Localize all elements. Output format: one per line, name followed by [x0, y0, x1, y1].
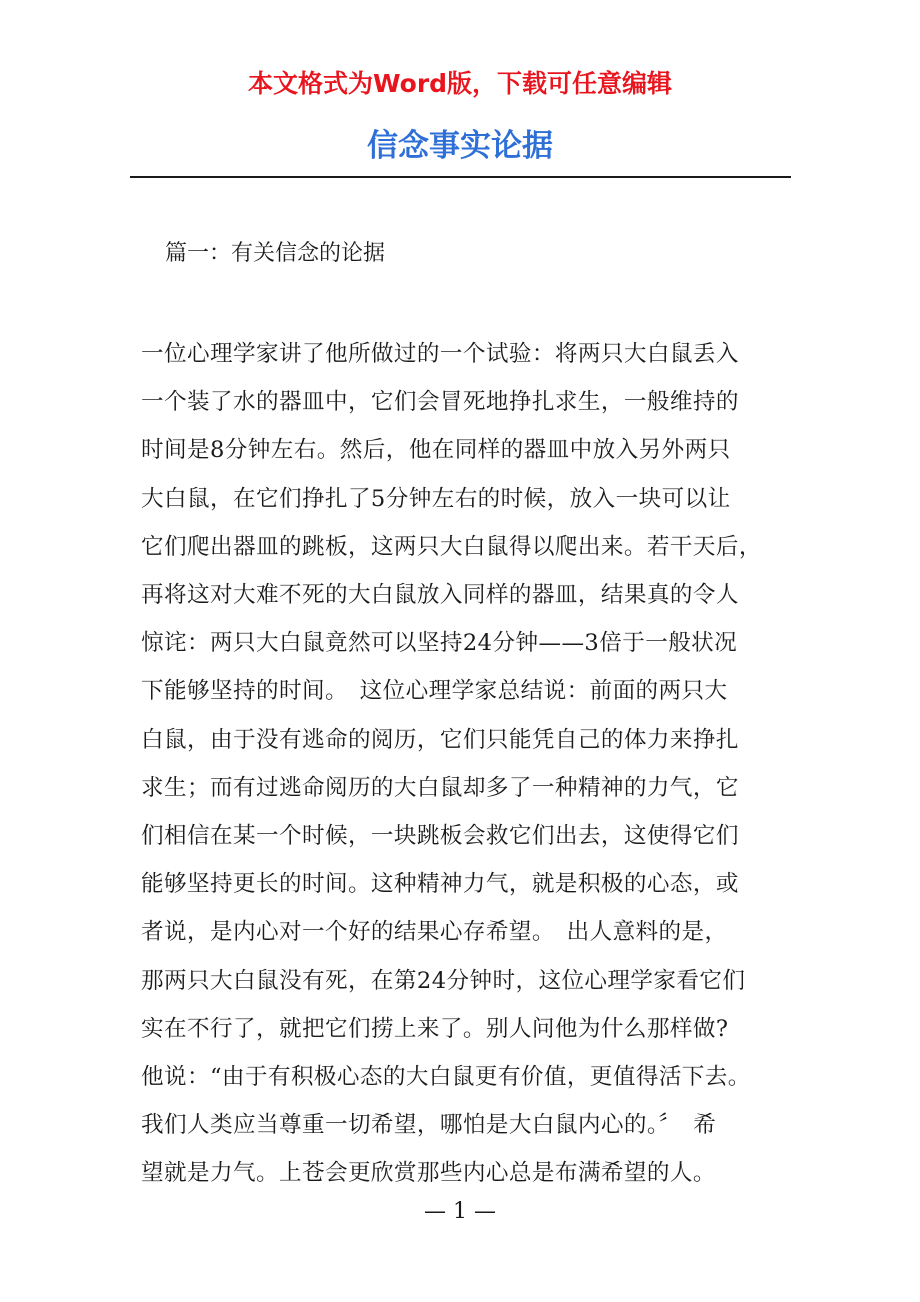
body-line: 望就是力气。上苍会更欣赏那些内心总是布满希望的人。 [141, 1160, 716, 1187]
body-line: 者说，是内心对一个好的结果心存希望。 出人意料的是， [141, 919, 728, 946]
body-line: 们相信在某一个时候，一块跳板会救它们出去，这使得它们 [141, 823, 739, 850]
body-line: 我们人类应当尊重一切希望，哪怕是大白鼠内心的。〞 希 [141, 1112, 717, 1139]
body-line: 一个装了水的器皿中，它们会冒死地挣扎求生，一般维持的 [141, 389, 739, 416]
body-line: 大白鼠，在它们挣扎了5分钟左右的时候，放入一块可以让 [141, 485, 731, 512]
page-number: — 1 — [424, 1199, 496, 1224]
body-line: 他说：“由于有积极心态的大白鼠更有价值，更值得活下去。 [141, 1064, 751, 1091]
body-line: 时间是8分钟左右。然后，他在同样的器皿中放入另外两只 [141, 437, 731, 464]
title-divider [130, 176, 791, 178]
body-line: 惊诧：两只大白鼠竟然可以坚持24分钟——3倍于一般状况 [141, 630, 738, 657]
body-line: 那两只大白鼠没有死，在第24分钟时，这位心理学家看它们 [141, 967, 746, 994]
page-title: 信念事实论据 [367, 128, 553, 164]
body-line: 下能够坚持的时间。 这位心理学家总结说：前面的两只大 [141, 678, 728, 705]
body-line: 白鼠，由于没有逃命的阅历，它们只能凭自己的体力来挣扎 [141, 726, 739, 753]
section-heading: 篇一：有关信念的论据 [165, 241, 386, 266]
format-banner: 本文格式为Word版，下载可任意编辑 [247, 69, 673, 98]
body-line: 它们爬出器皿的跳板，这两只大白鼠得以爬出来。若干天后， [141, 533, 762, 560]
body-line: 能够坚持更长的时间。这种精神力气，就是积极的心态，或 [141, 871, 739, 898]
body-paragraph [141, 330, 781, 1198]
body-line: 求生；而有过逃命阅历的大白鼠却多了一种精神的力气，它 [141, 774, 739, 801]
body-line: 一位心理学家讲了他所做过的一个试验：将两只大白鼠丢入 [141, 341, 739, 367]
body-line: 再将这对大难不死的大白鼠放入同样的器皿，结果真的令人 [141, 582, 739, 609]
body-line: 实在不行了，就把它们捞上来了。别人问他为什么那样做? [141, 1015, 729, 1042]
